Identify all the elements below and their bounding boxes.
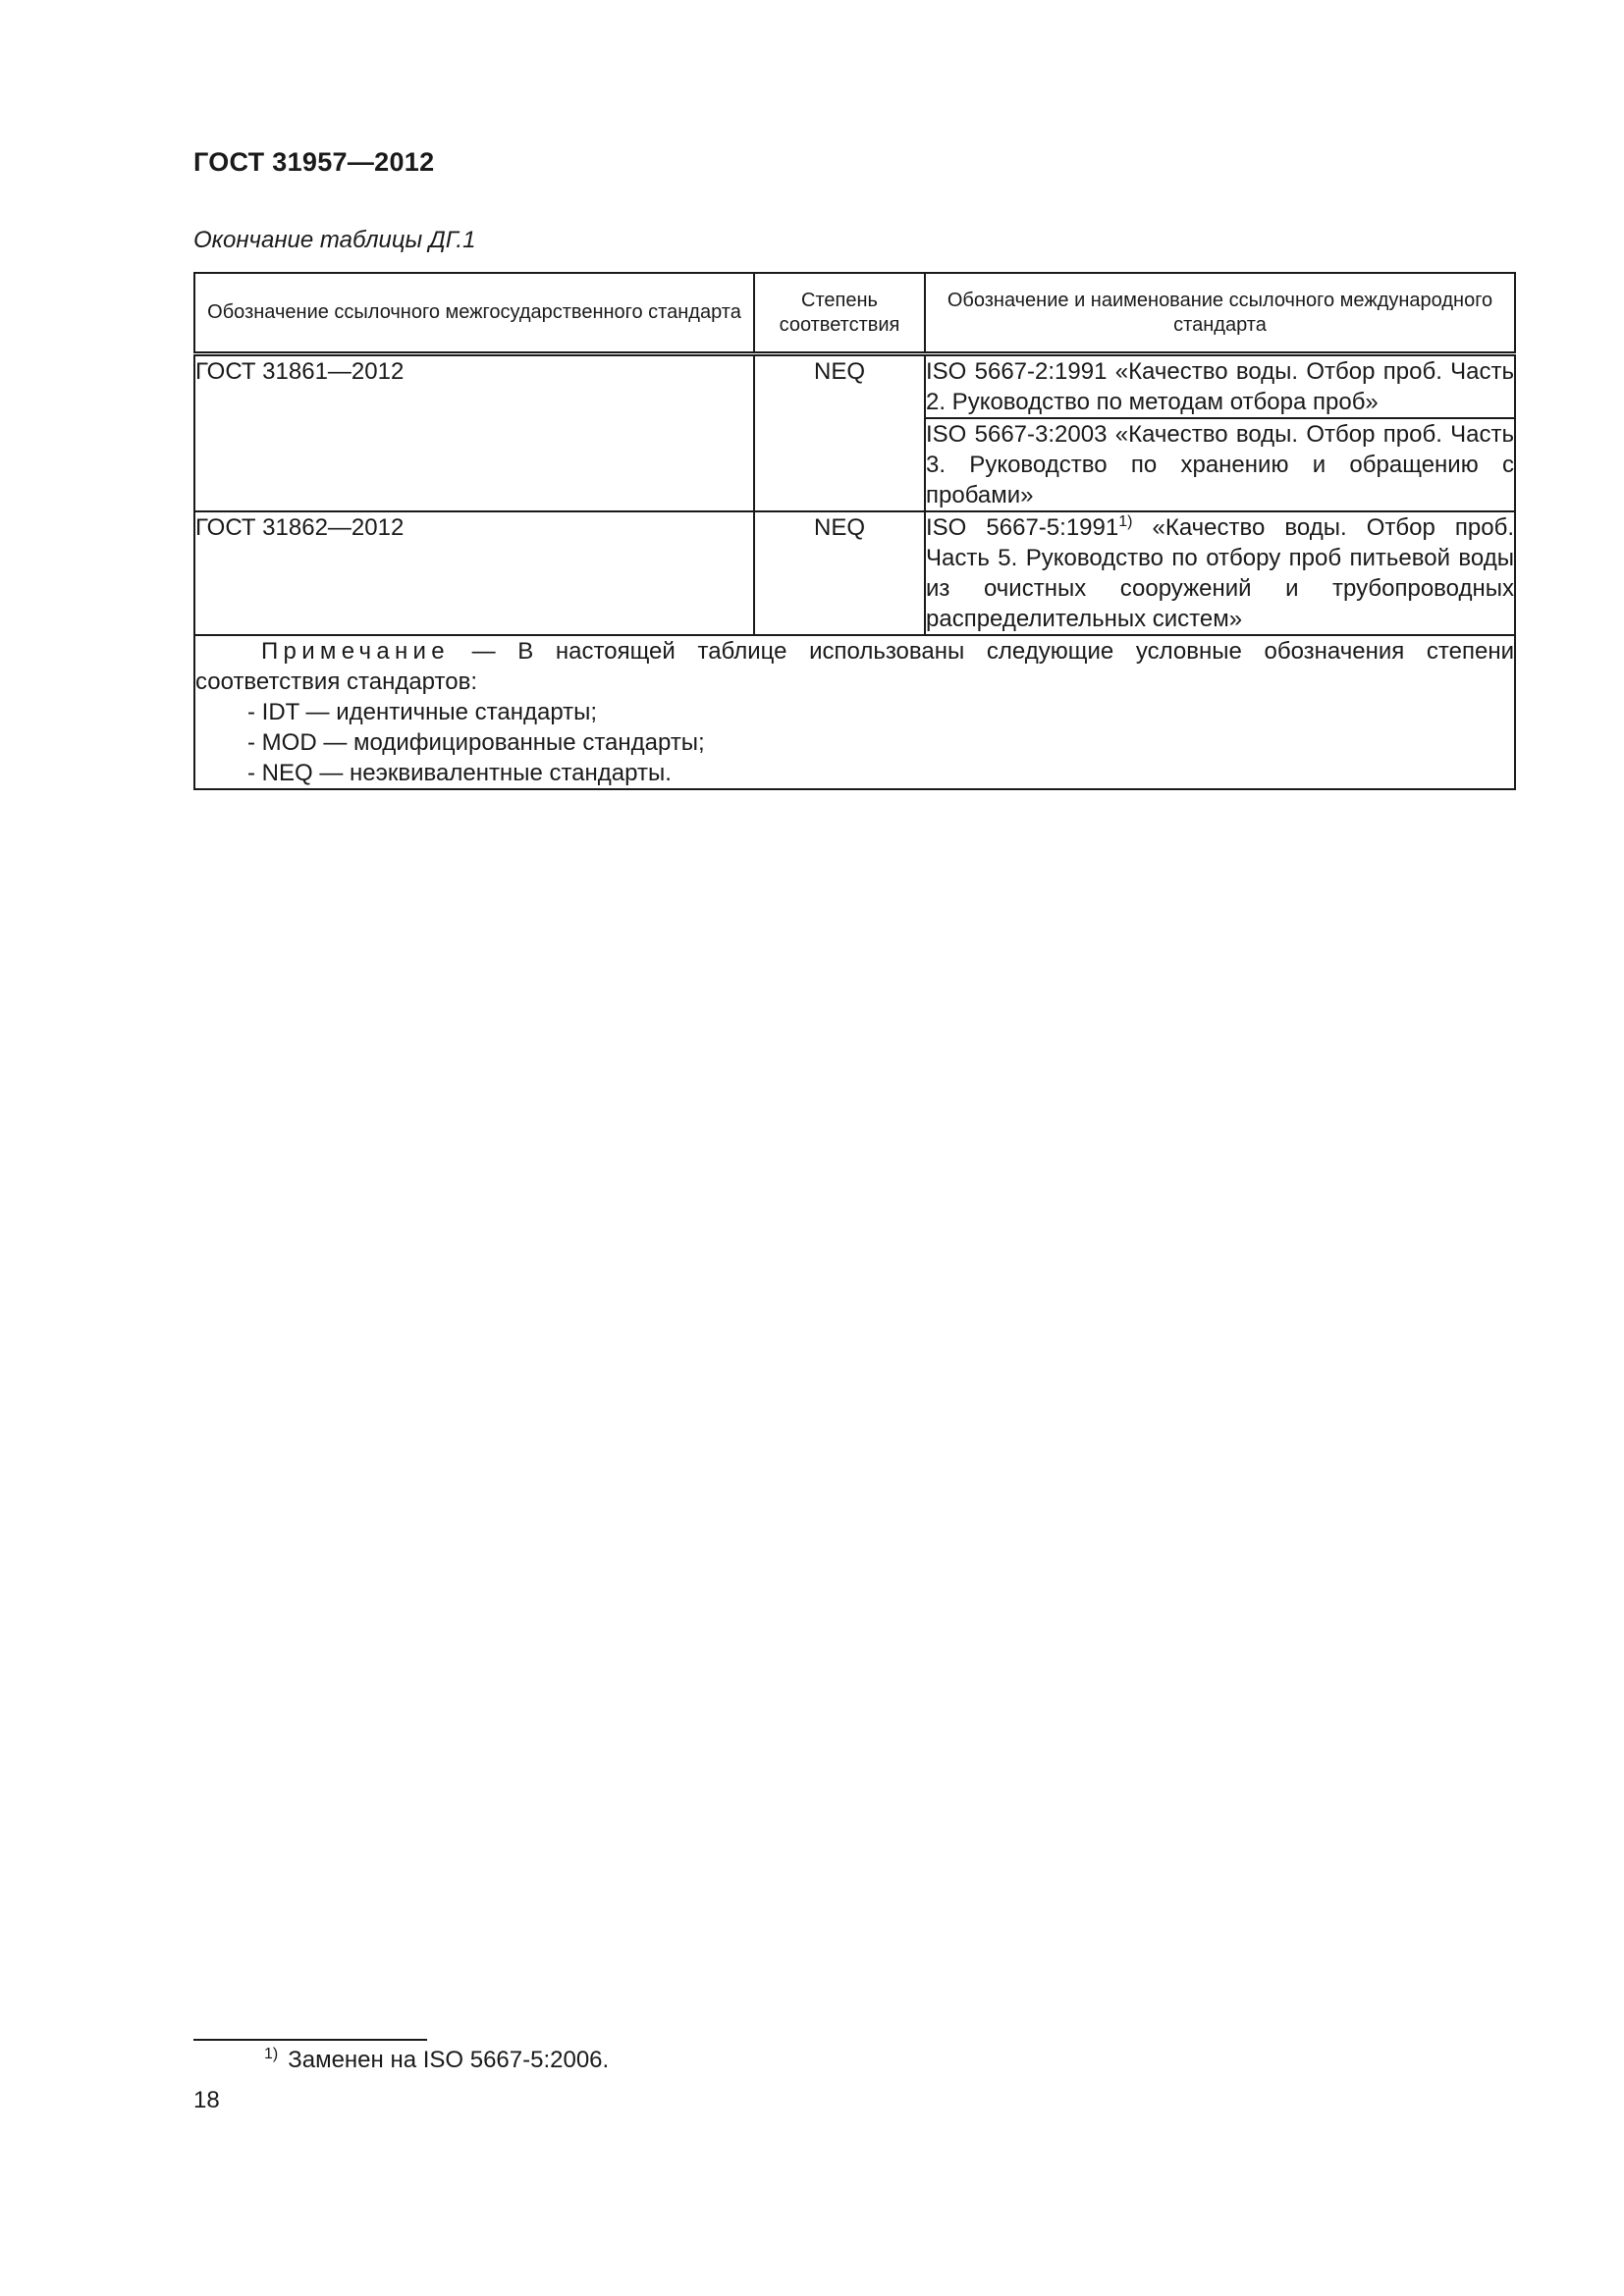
interstate-standard-cell: ГОСТ 31861—2012: [194, 354, 754, 512]
degree-cell: NEQ: [754, 511, 925, 635]
footnote: [264, 2047, 609, 2074]
reference-standards-table: [193, 272, 1516, 790]
international-standard-cell: ISO 5667-2:1991 «Качество воды. Отбор проб. Часть 2. Руководство по методам отбора проб»: [925, 354, 1515, 419]
footnote-text: Заменен на ISO 5667-5:2006.: [288, 2047, 610, 2073]
document-header: ГОСТ 31957—2012: [193, 147, 435, 177]
international-standard-cell: [925, 511, 1515, 635]
column-header-interstate-standard: Обозначение ссылочного межгосударственного стандарта: [194, 273, 754, 354]
page-number: 18: [193, 2087, 220, 2113]
table-note-row: [194, 635, 1515, 789]
interstate-standard-cell: ГОСТ 31862—2012: [194, 511, 754, 635]
note-item: - NEQ — неэквивалентные стандарты.: [247, 760, 672, 786]
note-label: Примечание: [261, 638, 450, 665]
footnote-divider: [193, 2039, 427, 2041]
note-item: - IDT — идентичные стандарты;: [247, 699, 598, 725]
table-row: [194, 354, 1515, 419]
footnote-number: 1): [264, 2046, 279, 2062]
table-note-cell: [194, 635, 1515, 789]
international-standard-title: «Качество воды. Отбор проб. Часть 5. Руководство по отбору проб питьевой воды из очистных сооружений и трубопроводных распределительных систем»: [926, 514, 1514, 632]
column-header-international-standard: Обозначение и наименование ссылочного международного стандарта: [925, 273, 1515, 354]
footnote-marker: 1): [1118, 513, 1133, 530]
international-standard-code: ISO 5667-5:1991: [926, 514, 1119, 541]
international-standard-cell: ISO 5667-3:2003 «Качество воды. Отбор проб. Часть 3. Руководство по хранению и обращению с пробами»: [925, 418, 1515, 511]
note-paragraph: [195, 636, 1514, 697]
degree-cell: NEQ: [754, 354, 925, 512]
table-header-row: [194, 273, 1515, 354]
table-row: [194, 511, 1515, 635]
note-item: - MOD — модифицированные стандарты;: [247, 729, 705, 756]
column-header-degree: Степень соответствия: [754, 273, 925, 354]
table-caption: Окончание таблицы ДГ.1: [193, 227, 476, 253]
note-text: — В настоящей таблице использованы следующие условные обозначения степени соответствия стандартов:: [195, 638, 1514, 695]
